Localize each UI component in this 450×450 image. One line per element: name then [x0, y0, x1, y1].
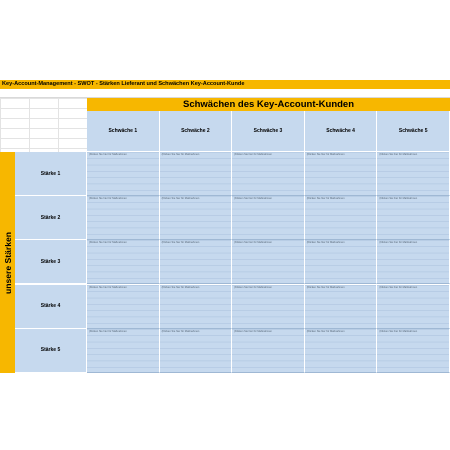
weaknesses-header: Schwächen des Key-Account-Kunden — [87, 98, 450, 111]
cell-hint-text: (Klicken Sie hier für Maßnahmen — [161, 285, 200, 289]
matrix-cell[interactable] — [87, 152, 160, 196]
cell-hint-text: (Klicken Sie hier für Maßnahmen — [306, 241, 345, 245]
strengths-header-label: unsere Stärken — [2, 231, 13, 294]
row-header-strength-2: Stärke 2 — [15, 196, 87, 240]
column-header-weakness-2: Schwäche 2 — [160, 111, 233, 152]
matrix-cell[interactable] — [232, 240, 305, 284]
matrix-cell[interactable] — [377, 285, 450, 329]
row-header-strength-4: Stärke 4 — [15, 285, 87, 329]
matrix-cell[interactable] — [160, 196, 233, 240]
cell-hint-text: (Klicken Sie hier für Maßnahmen — [234, 285, 272, 289]
matrix-cell[interactable] — [305, 285, 378, 329]
cell-hint-text: (Klicken Sie hier für Maßnahmen — [89, 241, 127, 245]
cell-hint-text: (Klicken Sie hier für Maßnahmen — [161, 241, 200, 245]
empty-corner-grid — [0, 98, 87, 152]
matrix-cell[interactable] — [232, 329, 305, 373]
matrix-cell[interactable] — [232, 196, 305, 240]
cell-hint-text: (Klicken Sie hier für Maßnahmen — [89, 285, 127, 289]
cell-hint-text: (Klicken Sie hier für Maßnahmen — [89, 153, 127, 156]
cell-hint-text: (Klicken Sie hier für Maßnahmen — [89, 329, 127, 333]
row-header-strength-1: Stärke 1 — [15, 152, 87, 196]
cell-hint-text: (Klicken Sie hier für Maßnahmen — [379, 329, 418, 333]
matrix-cell[interactable] — [377, 196, 450, 240]
cell-hint-text: (Klicken Sie hier für Maßnahmen — [379, 153, 418, 156]
matrix-cell[interactable] — [160, 240, 233, 284]
matrix-cell[interactable] — [160, 152, 233, 196]
cell-hint-text: (Klicken Sie hier für Maßnahmen — [234, 153, 272, 156]
matrix-cell[interactable] — [160, 285, 233, 329]
matrix-cell[interactable] — [87, 329, 160, 373]
matrix-cell[interactable] — [305, 152, 378, 196]
cell-hint-text: (Klicken Sie hier für Maßnahmen — [234, 329, 272, 333]
cell-hint-text: (Klicken Sie hier für Maßnahmen — [161, 197, 200, 201]
cell-hint-text: (Klicken Sie hier für Maßnahmen — [379, 285, 418, 289]
matrix-cell[interactable] — [87, 285, 160, 329]
cell-hint-text: (Klicken Sie hier für Maßnahmen — [89, 197, 127, 201]
matrix-cell[interactable] — [87, 196, 160, 240]
matrix-cell[interactable] — [232, 285, 305, 329]
row-header-strength-5: Stärke 5 — [15, 329, 87, 373]
column-header-weakness-1: Schwäche 1 — [87, 111, 160, 152]
cell-hint-text: (Klicken Sie hier für Maßnahmen — [379, 197, 418, 201]
matrix-cell[interactable] — [377, 240, 450, 284]
matrix-cell[interactable] — [305, 329, 378, 373]
matrix-cell[interactable] — [232, 152, 305, 196]
column-header-weakness-4: Schwäche 4 — [305, 111, 378, 152]
matrix-cell[interactable] — [87, 240, 160, 284]
matrix-cell[interactable] — [377, 329, 450, 373]
column-header-weakness-5: Schwäche 5 — [377, 111, 450, 152]
cell-hint-text: (Klicken Sie hier für Maßnahmen — [161, 153, 200, 156]
cell-hint-text: (Klicken Sie hier für Maßnahmen — [306, 153, 345, 156]
cell-hint-text: (Klicken Sie hier für Maßnahmen — [306, 285, 345, 289]
column-header-weakness-3: Schwäche 3 — [232, 111, 305, 152]
title-spacer-row — [0, 89, 450, 98]
cell-hint-text: (Klicken Sie hier für Maßnahmen — [234, 241, 272, 245]
matrix-cell[interactable] — [377, 152, 450, 196]
matrix-cell[interactable] — [305, 196, 378, 240]
cell-hint-text: (Klicken Sie hier für Maßnahmen — [306, 197, 345, 201]
row-header-strength-3: Stärke 3 — [15, 240, 87, 284]
document-title-bar — [0, 80, 450, 89]
document-title: Key-Account-Management - SWOT - Stärken Lieferant und Schwächen Key-Account-Kunde — [2, 81, 245, 87]
matrix-cell[interactable] — [305, 240, 378, 284]
strengths-header — [0, 152, 15, 373]
cell-hint-text: (Klicken Sie hier für Maßnahmen — [306, 329, 345, 333]
cell-hint-text: (Klicken Sie hier für Maßnahmen — [234, 197, 272, 201]
cell-hint-text: (Klicken Sie hier für Maßnahmen — [379, 241, 418, 245]
cell-hint-text: (Klicken Sie hier für Maßnahmen — [161, 329, 200, 333]
matrix-cell[interactable] — [160, 329, 233, 373]
